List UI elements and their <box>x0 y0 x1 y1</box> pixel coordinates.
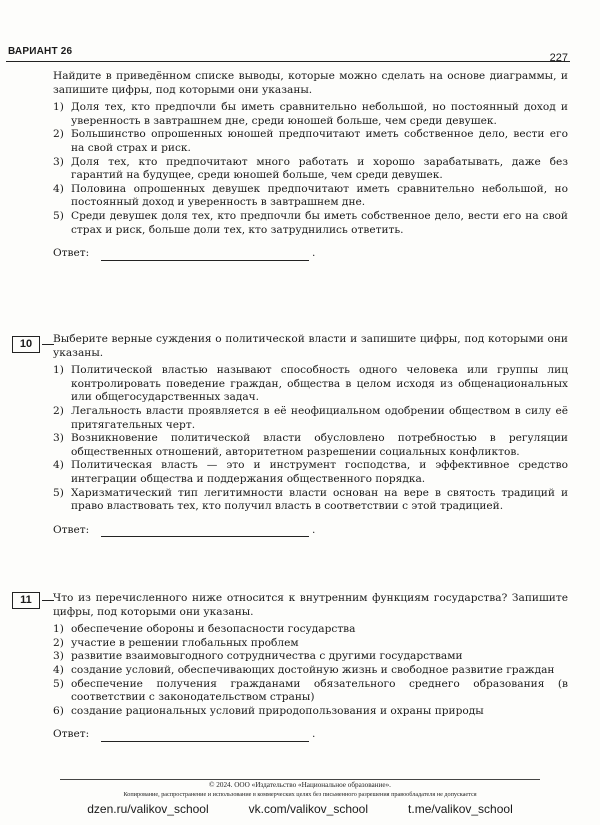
vk-link[interactable]: vk.com/valikov_school <box>248 802 369 816</box>
answer-row: Ответ: . <box>53 247 316 260</box>
answer-label: Ответ: <box>53 728 90 741</box>
footer-links <box>0 802 600 816</box>
question-10-options <box>53 364 568 514</box>
option-item: 3) Возникновение политической власти обусловлено потребностью в регуляции общественных отношений, авторитетном разрешении социальных конфликтов. <box>53 432 568 458</box>
answer-row: Ответ: . <box>53 728 316 741</box>
question-9-options <box>53 101 568 237</box>
answer-label: Ответ: <box>53 523 90 536</box>
variant-title: ВАРИАНТ 26 <box>8 46 73 57</box>
copyright: © 2024. ООО «Издательство «Национальное образование». <box>209 781 391 789</box>
option-item: 2) Легальность власти проявляется в её неофициальном одобрении обществом в силу её притягательных черт. <box>53 404 568 431</box>
question-11-intro: Что из перечисленного ниже относится к внутренним функциям государства? Запишите цифры, под которыми они указаны. <box>53 592 568 618</box>
footer-divider <box>60 779 540 780</box>
option-item: 5) Харизматический тип легитимности власти основан на вере в святость традиций и право властвовать тех, кто получил власть в соответствии с этой традицией. <box>53 486 568 513</box>
answer-label: Ответ: <box>53 247 90 260</box>
option-item: 1) Доля тех, кто предпочли бы иметь сравнительно небольшой, но постоянный доход и уверенность в завтрашнем дне, среди юношей больше, чем среди девушек. <box>53 101 568 127</box>
question-10-intro: Выберите верные суждения о политической власти и запишите цифры, под которыми они указаны. <box>53 333 568 359</box>
page-number: 227 <box>549 52 568 64</box>
question-11 <box>53 592 568 742</box>
option-item: 4) Политическая власть — это и инструмент господства, и эффективное средство интеграции общества и поддержания общественного порядка. <box>53 459 568 485</box>
header-divider <box>6 61 570 62</box>
option-item: 3) развитие взаимовыгодного сотрудничества с другими государствами <box>53 650 463 663</box>
option-item: 6) создание рациональных условий природопользования и охраны природы <box>53 704 484 717</box>
copyright-notice: Копирование, распространение и использование в коммерческих целях без письменного разрешения правообладателя не допускается <box>123 791 477 798</box>
question-9-intro: Найдите в приведённом списке выводы, которые можно сделать на основе диаграммы, и запишите цифры, под которыми они указаны. <box>53 70 568 96</box>
option-item: 1) обеспечение обороны и безопасности государства <box>53 623 356 636</box>
answer-field[interactable] <box>101 730 309 742</box>
option-item: 3) Доля тех, кто предпочитают много работать и хорошо зарабатывать, даже без гарантий на будущее, среди юношей больше, чем среди девушек. <box>53 155 568 182</box>
question-10 <box>53 333 568 537</box>
option-item: 2) участие в решении глобальных проблем <box>53 636 299 649</box>
option-item: 4) Половина опрошенных девушек предпочитают иметь сравнительно небольшой, но постоянный доход и уверенность в завтрашнем дне. <box>53 182 568 209</box>
answer-field[interactable] <box>101 249 309 261</box>
answer-field[interactable] <box>101 525 309 537</box>
option-item: 5) обеспечение получения гражданами обязательного среднего образования (в соответствии с законодательством страны) <box>53 677 568 704</box>
dzen-link[interactable]: dzen.ru/valikov_school <box>87 802 209 816</box>
option-item: 2) Большинство опрошенных юношей предпочитают иметь собственное дело, вести его на свой страх и риск. <box>53 128 568 154</box>
option-item: 5) Среди девушек доля тех, кто предпочли бы иметь собственное дело, вести его на свой страх и риск, больше доли тех, кто затруднились ответить. <box>53 209 568 236</box>
answer-row: Ответ: . <box>53 523 316 536</box>
question-number-box: 10 <box>12 336 40 353</box>
telegram-link[interactable]: t.me/valikov_school <box>408 802 513 816</box>
question-number-box: 11 <box>12 592 40 609</box>
question-11-options <box>53 623 568 718</box>
option-item: 1) Политической властью называют способность одного человека или группы лиц контролировать поведение граждан, общества в целом исходя из общенациональных или общегосударственных задач. <box>53 364 568 404</box>
question-9-continuation <box>53 70 568 261</box>
option-item: 4) создание условий, обеспечивающих достойную жизнь и свободное развитие граждан <box>53 663 555 676</box>
